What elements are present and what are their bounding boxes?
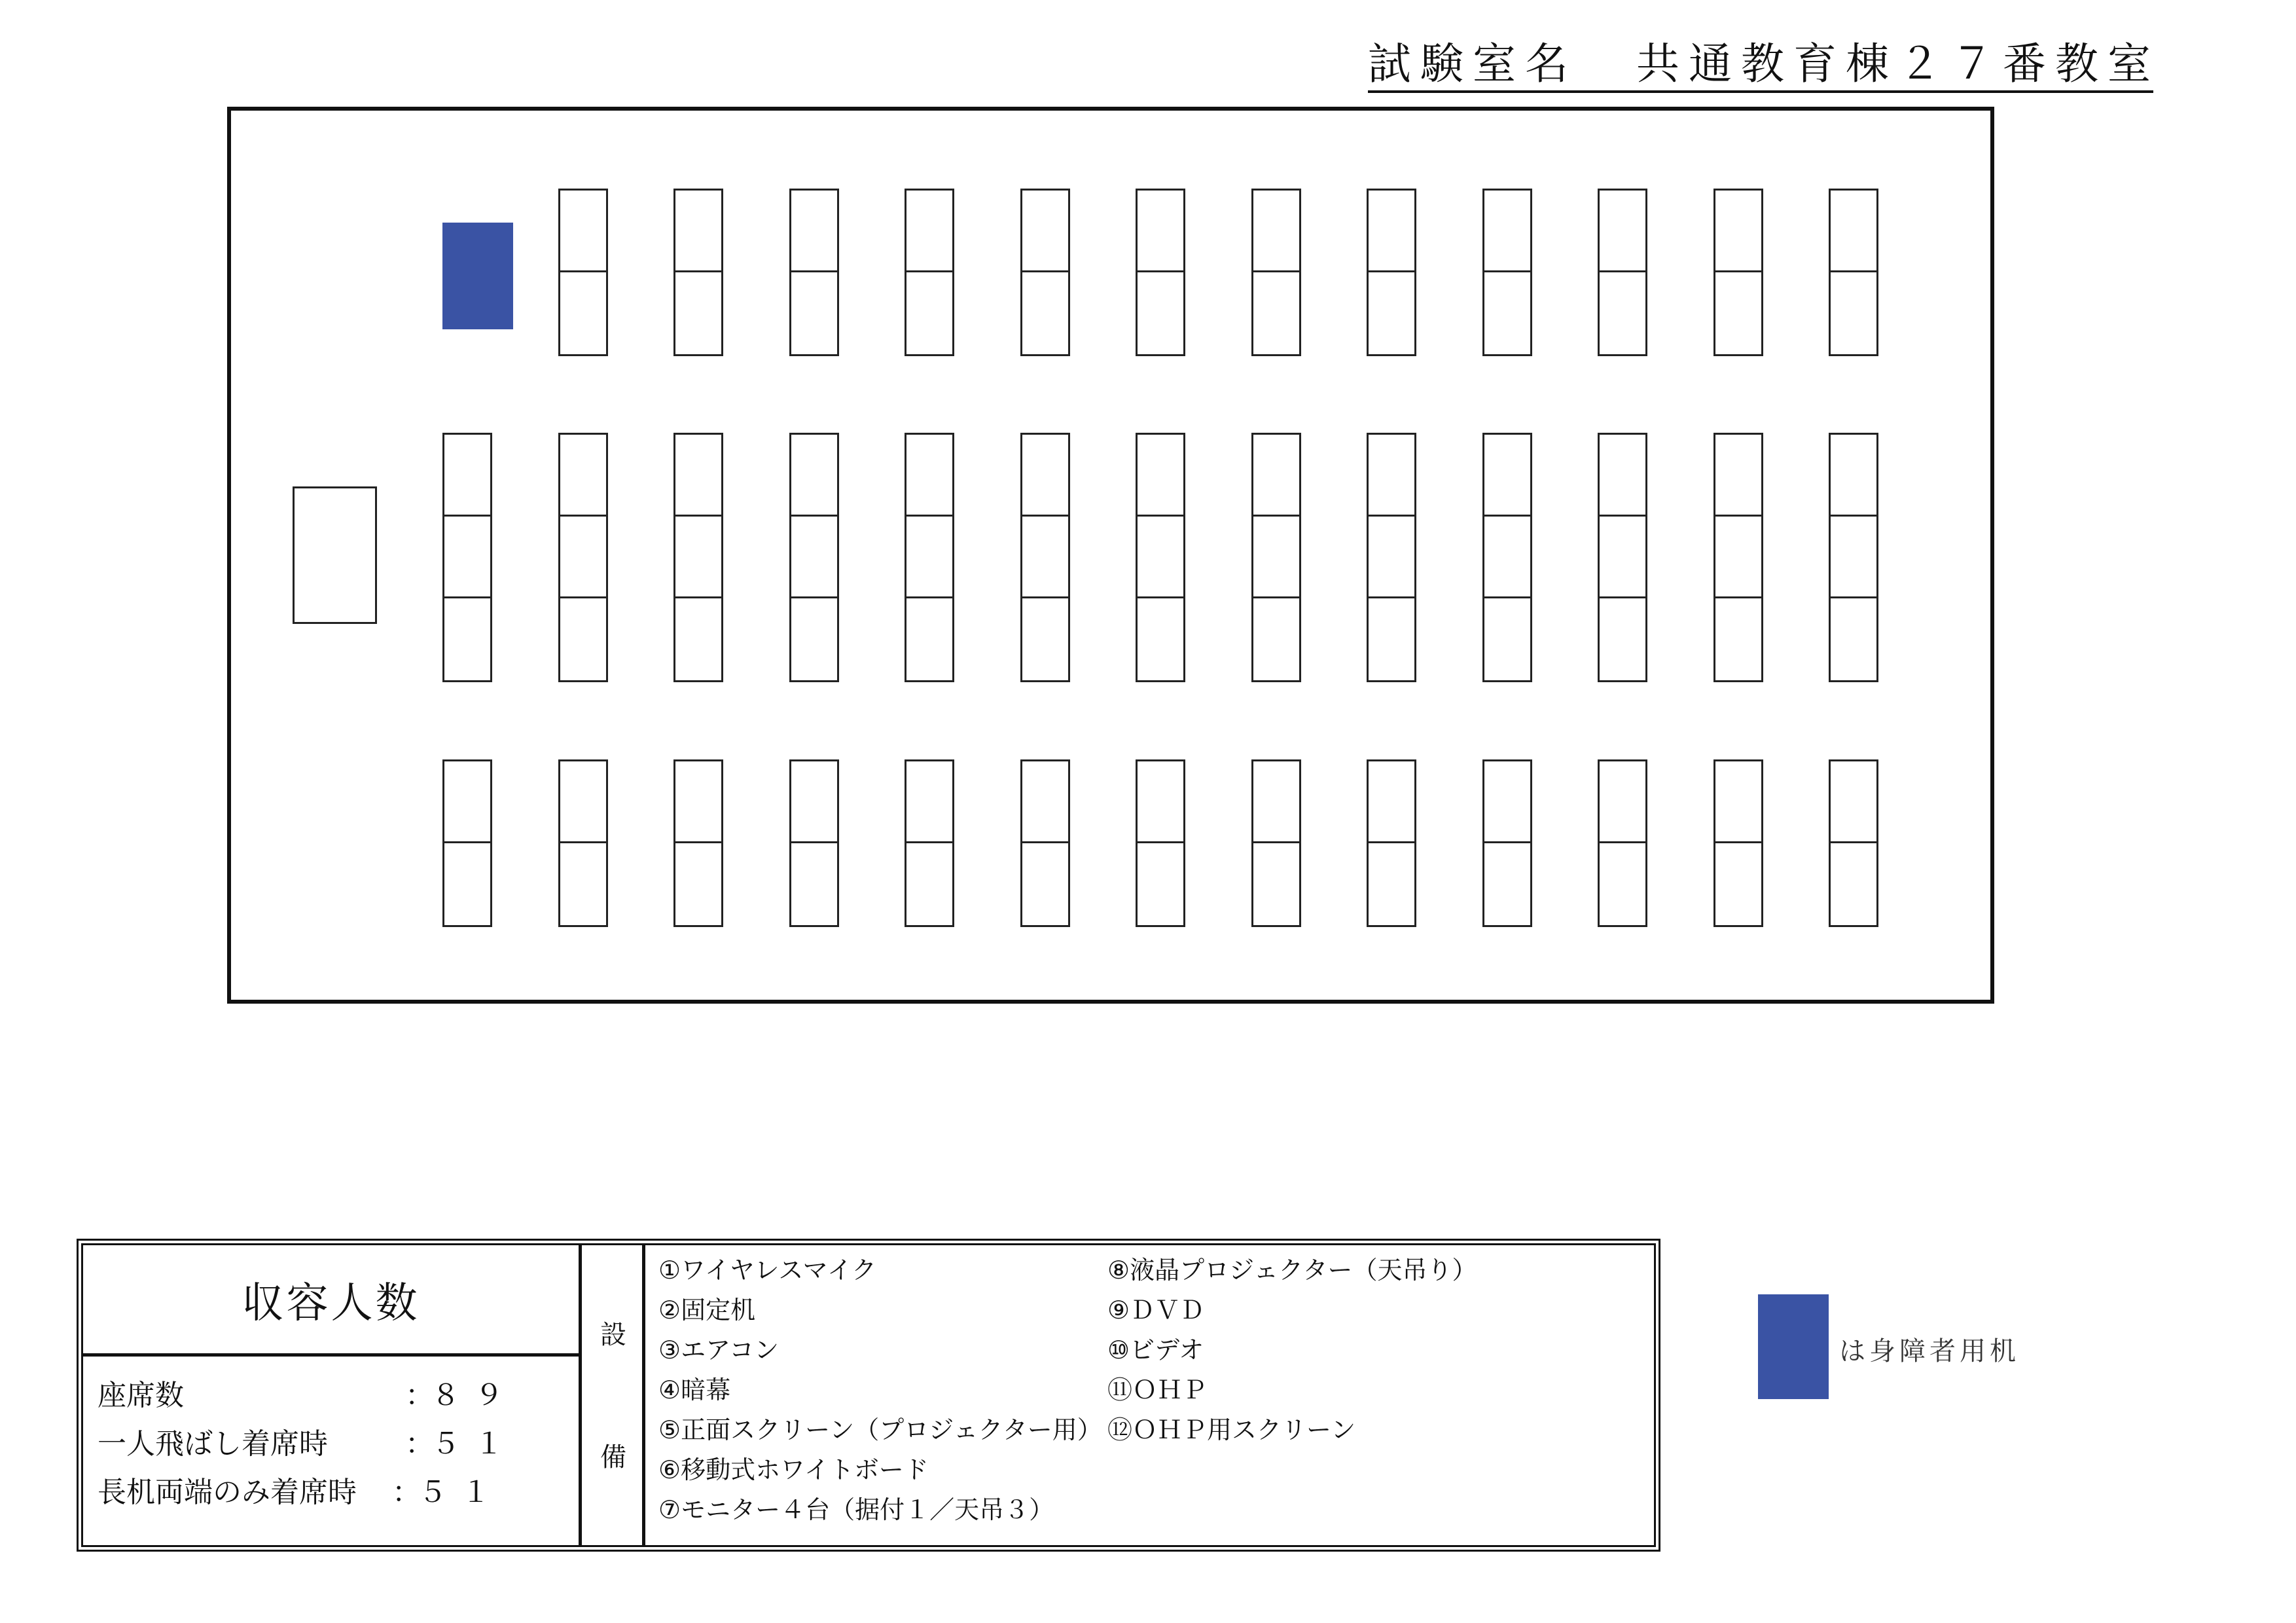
seat [791, 843, 837, 925]
desk-back [1020, 759, 1070, 927]
equipment-label-bottom: 備 [600, 1442, 626, 1472]
desk-back [673, 759, 723, 927]
seat [1138, 191, 1183, 272]
seat [1369, 843, 1414, 925]
capacity-row-value: ８９ [431, 1379, 518, 1412]
seat [1253, 435, 1299, 517]
desk-middle [789, 433, 839, 682]
seat [675, 272, 721, 354]
seat [1831, 191, 1876, 272]
desk-front [1251, 189, 1301, 356]
seat [1484, 517, 1530, 598]
capacity-row-value: ５１ [431, 1427, 518, 1461]
desk-middle [1020, 433, 1070, 682]
desk-back [789, 759, 839, 927]
seat [1022, 272, 1068, 354]
seat [1484, 435, 1530, 517]
seat [675, 598, 721, 680]
seat [1484, 761, 1530, 843]
seat [1022, 761, 1068, 843]
seat [1484, 191, 1530, 272]
capacity-row [98, 1417, 579, 1465]
seat [560, 598, 606, 680]
seat [1253, 272, 1299, 354]
seat [1253, 843, 1299, 925]
capacity-row-value: ５１ [418, 1476, 505, 1509]
legend-swatch [1758, 1294, 1829, 1399]
equipment-item: ⑥移動式ホワイトボード [658, 1455, 929, 1484]
desk-front [1020, 189, 1070, 356]
seat [906, 761, 952, 843]
seat [1600, 435, 1645, 517]
seat [791, 435, 837, 517]
seat [1600, 843, 1645, 925]
seat [1253, 598, 1299, 680]
seat [1022, 435, 1068, 517]
accessible-desk [442, 223, 513, 329]
seat [444, 598, 490, 680]
seat [1369, 272, 1414, 354]
desk-back [442, 759, 492, 927]
seat [1831, 761, 1876, 843]
seat [675, 843, 721, 925]
title-label: 試験室名 [1368, 39, 1577, 89]
desk-back [1251, 759, 1301, 927]
capacity-panel [83, 1245, 582, 1545]
capacity-row-label: 長机両端のみ着席時 [98, 1476, 357, 1509]
seat [444, 435, 490, 517]
seat [1022, 598, 1068, 680]
desk-middle [1598, 433, 1647, 682]
seat [444, 517, 490, 598]
seat [1715, 435, 1761, 517]
desk-front [1367, 189, 1416, 356]
desk-middle [1829, 433, 1878, 682]
seat [1369, 517, 1414, 598]
desk-middle [1713, 433, 1763, 682]
equipment-item: ②固定机 [658, 1296, 756, 1324]
desk-middle [442, 433, 492, 682]
seat [791, 191, 837, 272]
seat [1138, 435, 1183, 517]
equipment-label-top: 設 [600, 1320, 626, 1350]
seat [1600, 761, 1645, 843]
desk-back [1136, 759, 1185, 927]
desk-back [1713, 759, 1763, 927]
desk-middle [1367, 433, 1416, 682]
seat [1253, 191, 1299, 272]
equipment-item: ⑤正面スクリーン（プロジェクター用） [658, 1415, 1102, 1444]
seat [1022, 843, 1068, 925]
seat [1138, 843, 1183, 925]
legend-text: は身障者用机 [1839, 1336, 2020, 1366]
seat [1600, 598, 1645, 680]
seat [560, 435, 606, 517]
seat [1715, 761, 1761, 843]
seat [791, 517, 837, 598]
equipment-item: ①ワイヤレスマイク [658, 1256, 877, 1285]
seat [1831, 598, 1876, 680]
equipment-item: ⑩ビデオ [1107, 1336, 1204, 1364]
desk-middle [1136, 433, 1185, 682]
seat [1715, 598, 1761, 680]
seat [1715, 517, 1761, 598]
desk-front [905, 189, 954, 356]
seat [560, 761, 606, 843]
desk-back [1367, 759, 1416, 927]
desk-front [1829, 189, 1878, 356]
seat [906, 598, 952, 680]
seat [1022, 191, 1068, 272]
seat [1600, 272, 1645, 354]
capacity-row [98, 1368, 579, 1417]
desk-middle [558, 433, 608, 682]
desk-front [558, 189, 608, 356]
desk-middle [1251, 433, 1301, 682]
seat [1369, 598, 1414, 680]
equipment-item: ④暗幕 [658, 1376, 731, 1404]
equipment-item: ⑪ＯＨＰ [1107, 1376, 1208, 1404]
seat [560, 517, 606, 598]
seat [791, 761, 837, 843]
seat [1831, 272, 1876, 354]
seat [560, 272, 606, 354]
seat [906, 517, 952, 598]
desk-front [1482, 189, 1532, 356]
equipment-item: ③エアコン [658, 1336, 780, 1364]
equipment-item: ⑨ＤＶＤ [1107, 1296, 1205, 1324]
desk-back [1829, 759, 1878, 927]
seat [1138, 517, 1183, 598]
seat [906, 843, 952, 925]
title-room-name: 共通教育棟２７番教室 [1636, 39, 2160, 89]
seat [444, 761, 490, 843]
capacity-row-label: 座席数 [98, 1379, 184, 1412]
seat [675, 435, 721, 517]
seat [1253, 761, 1299, 843]
desk-front [1713, 189, 1763, 356]
seat [1369, 191, 1414, 272]
seat [791, 272, 837, 354]
seat [1484, 598, 1530, 680]
desk-back [905, 759, 954, 927]
seat [791, 598, 837, 680]
desk-middle [905, 433, 954, 682]
capacity-row-colon: ： [392, 1476, 421, 1509]
capacity-row-colon: ： [405, 1379, 434, 1412]
desk-front [1136, 189, 1185, 356]
desk-back [1482, 759, 1532, 927]
desk-front [1598, 189, 1647, 356]
seat [1831, 435, 1876, 517]
seat [1715, 191, 1761, 272]
seat [1369, 435, 1414, 517]
seat [1138, 272, 1183, 354]
equipment-item: ⑫ＯＨＰ用スクリーン [1107, 1415, 1356, 1444]
seat [1138, 761, 1183, 843]
seat [906, 435, 952, 517]
seat [1022, 517, 1068, 598]
capacity-title: 収容人数 [83, 1245, 579, 1357]
exam-room-title [1368, 39, 2160, 93]
seat [1715, 272, 1761, 354]
equipment-label [582, 1245, 645, 1545]
seat [1600, 517, 1645, 598]
seat [444, 843, 490, 925]
seat [560, 843, 606, 925]
seat [1600, 191, 1645, 272]
info-table [77, 1239, 1660, 1552]
desk-back [1598, 759, 1647, 927]
desk-front [789, 189, 839, 356]
seat [1138, 598, 1183, 680]
seat [560, 191, 606, 272]
seat [675, 517, 721, 598]
capacity-row-label: 一人飛ばし着席時 [98, 1427, 328, 1461]
equipment-list-right [1107, 1250, 1477, 1450]
seat [1831, 517, 1876, 598]
seat [1253, 517, 1299, 598]
capacity-rows [83, 1357, 579, 1514]
desk-back [558, 759, 608, 927]
seat [906, 191, 952, 272]
desk-middle [1482, 433, 1532, 682]
seat [675, 191, 721, 272]
seat [1484, 843, 1530, 925]
desk-middle [673, 433, 723, 682]
equipment-item: ⑦モニター４台（据付１／天吊３） [658, 1495, 1054, 1524]
equipment-list-left [658, 1250, 1102, 1530]
seat [906, 272, 952, 354]
capacity-row-colon: ： [405, 1427, 434, 1461]
seat [1831, 843, 1876, 925]
desk-front [673, 189, 723, 356]
seat [1369, 761, 1414, 843]
teacher-podium [293, 486, 377, 624]
capacity-row [98, 1465, 579, 1514]
equipment-item: ⑧液晶プロジェクター（天吊り） [1107, 1256, 1477, 1285]
seat [1484, 272, 1530, 354]
seat [1715, 843, 1761, 925]
seat [675, 761, 721, 843]
